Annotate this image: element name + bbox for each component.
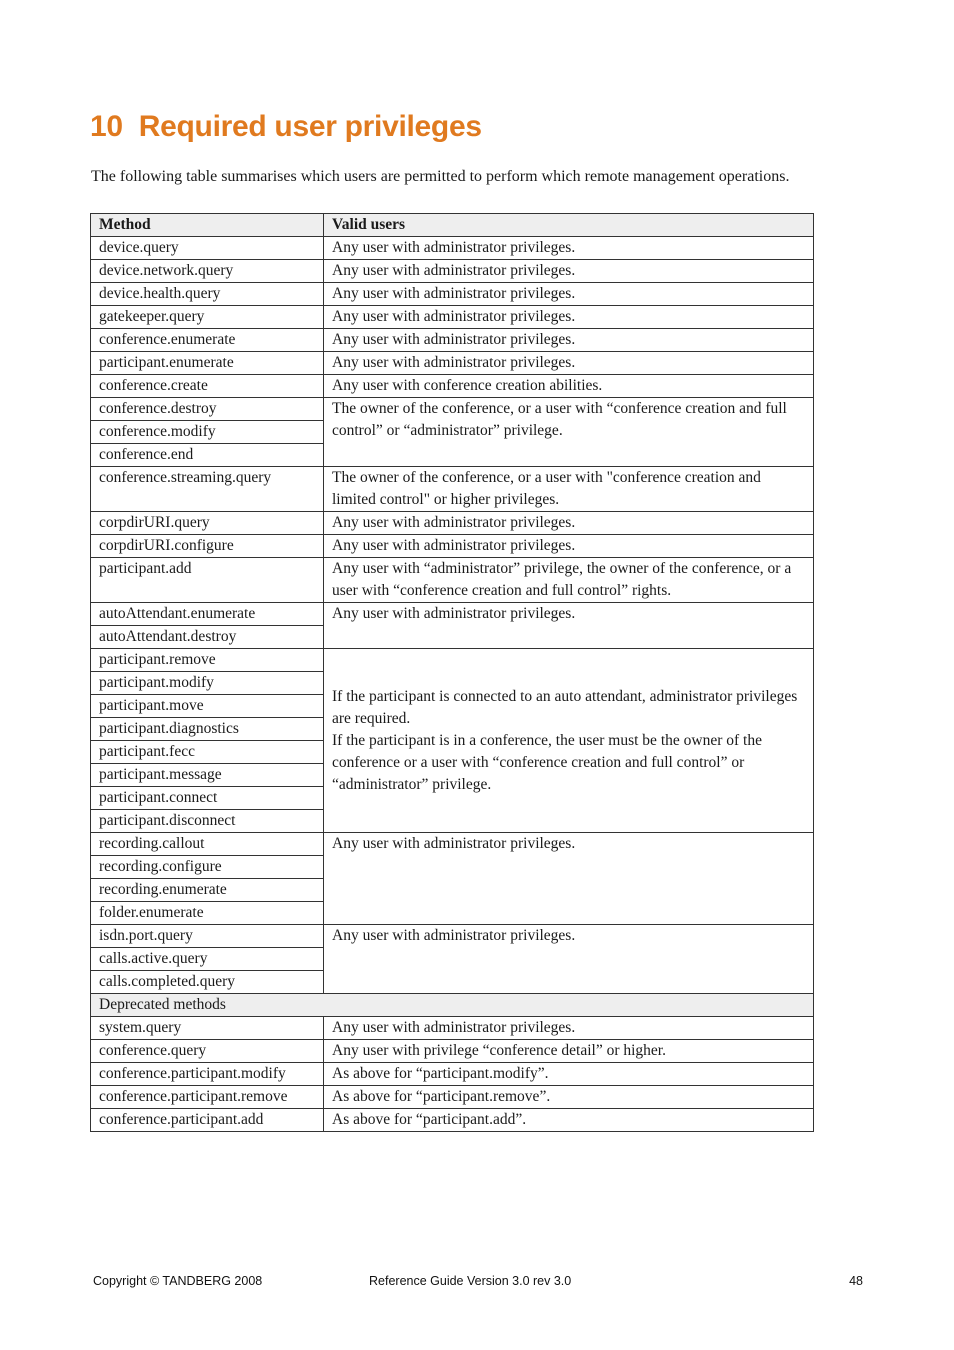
table-row — [91, 1040, 814, 1063]
users-cell: Any user with administrator privileges. — [324, 283, 814, 306]
method-cell: device.query — [91, 237, 324, 260]
privileges-table — [90, 213, 814, 1132]
method-cell: recording.callout — [91, 833, 324, 856]
table-row — [91, 649, 814, 672]
column-header-valid-users: Valid users — [324, 214, 814, 237]
table-row — [91, 558, 814, 603]
users-cell: Any user with administrator privileges. — [324, 1017, 814, 1040]
table-row — [91, 375, 814, 398]
method-cell: corpdirURI.query — [91, 512, 324, 535]
table-row — [91, 1086, 814, 1109]
table-row — [91, 1109, 814, 1132]
method-cell: conference.end — [91, 444, 324, 467]
deprecated-section-row — [91, 994, 814, 1017]
table-row — [91, 260, 814, 283]
table-row — [91, 352, 814, 375]
method-cell: participant.enumerate — [91, 352, 324, 375]
users-cell: Any user with administrator privileges. — [324, 237, 814, 260]
method-cell: conference.query — [91, 1040, 324, 1063]
users-cell: As above for “participant.modify”. — [324, 1063, 814, 1086]
section-title: Required user privileges — [138, 110, 482, 143]
users-cell: Any user with administrator privileges. — [324, 925, 814, 994]
users-cell: Any user with conference creation abilities. — [324, 375, 814, 398]
users-cell: Any user with “administrator” privilege, the owner of the conference, or a user with “conference creation and full control” rights. — [324, 558, 814, 603]
method-cell: participant.modify — [91, 672, 324, 695]
method-cell: recording.enumerate — [91, 879, 324, 902]
users-cell: The owner of the conference, or a user with "conference creation and limited control" or higher privileges. — [324, 467, 814, 512]
method-cell: participant.disconnect — [91, 810, 324, 833]
method-cell: autoAttendant.enumerate — [91, 603, 324, 626]
users-cell: Any user with administrator privileges. — [324, 535, 814, 558]
users-cell: Any user with administrator privileges. — [324, 329, 814, 352]
method-cell: participant.move — [91, 695, 324, 718]
method-cell: autoAttendant.destroy — [91, 626, 324, 649]
users-line: If the participant is in a conference, the user must be the owner of the conference or a user with “conference creation and full control” or “administrator” privilege. — [332, 731, 762, 793]
users-cell: Any user with administrator privileges. — [324, 833, 814, 925]
footer-page-number: 48 — [849, 1274, 863, 1288]
table-row — [91, 467, 814, 512]
table-header-row — [91, 214, 814, 237]
method-cell: calls.completed.query — [91, 971, 324, 994]
table-row — [91, 512, 814, 535]
table-row — [91, 535, 814, 558]
users-cell: Any user with administrator privileges. — [324, 352, 814, 375]
table-row — [91, 306, 814, 329]
method-cell: conference.streaming.query — [91, 467, 324, 512]
method-cell: corpdirURI.configure — [91, 535, 324, 558]
table-row — [91, 1063, 814, 1086]
table-row — [91, 925, 814, 948]
method-cell: recording.configure — [91, 856, 324, 879]
method-cell: device.health.query — [91, 283, 324, 306]
section-number: 10 — [90, 110, 123, 143]
users-cell: As above for “participant.add”. — [324, 1109, 814, 1132]
method-cell: participant.remove — [91, 649, 324, 672]
users-cell — [324, 649, 814, 833]
method-cell: participant.diagnostics — [91, 718, 324, 741]
method-cell: conference.participant.add — [91, 1109, 324, 1132]
table-row — [91, 329, 814, 352]
section-heading — [90, 110, 482, 144]
column-header-method: Method — [91, 214, 324, 237]
method-cell: participant.connect — [91, 787, 324, 810]
method-cell: conference.create — [91, 375, 324, 398]
method-cell: conference.participant.modify — [91, 1063, 324, 1086]
intro-paragraph: The following table summarises which users are permitted to perform which remote management operations. — [91, 168, 790, 185]
users-line: If the participant is connected to an auto attendant, administrator privileges are required. — [332, 687, 798, 727]
table-row — [91, 603, 814, 626]
table-row — [91, 833, 814, 856]
users-cell: The owner of the conference, or a user with “conference creation and full control” or “administrator” privilege. — [324, 398, 814, 467]
method-cell: device.network.query — [91, 260, 324, 283]
users-cell: As above for “participant.remove”. — [324, 1086, 814, 1109]
table-row — [91, 1017, 814, 1040]
method-cell: conference.destroy — [91, 398, 324, 421]
footer-copyright: Copyright © TANDBERG 2008 — [93, 1274, 263, 1288]
method-cell: participant.fecc — [91, 741, 324, 764]
method-cell: isdn.port.query — [91, 925, 324, 948]
users-cell: Any user with administrator privileges. — [324, 306, 814, 329]
users-cell: Any user with administrator privileges. — [324, 603, 814, 649]
users-cell: Any user with administrator privileges. — [324, 512, 814, 535]
deprecated-section-label: Deprecated methods — [91, 994, 814, 1017]
method-cell: conference.participant.remove — [91, 1086, 324, 1109]
method-cell: folder.enumerate — [91, 902, 324, 925]
method-cell: conference.enumerate — [91, 329, 324, 352]
method-cell: calls.active.query — [91, 948, 324, 971]
table-row — [91, 237, 814, 260]
method-cell: system.query — [91, 1017, 324, 1040]
method-cell: participant.add — [91, 558, 324, 603]
method-cell: conference.modify — [91, 421, 324, 444]
table-row — [91, 398, 814, 421]
footer-document-title: Reference Guide Version 3.0 rev 3.0 — [369, 1274, 572, 1288]
method-cell: participant.message — [91, 764, 324, 787]
users-cell: Any user with privilege “conference detail” or higher. — [324, 1040, 814, 1063]
table-row — [91, 283, 814, 306]
method-cell: gatekeeper.query — [91, 306, 324, 329]
users-cell: Any user with administrator privileges. — [324, 260, 814, 283]
